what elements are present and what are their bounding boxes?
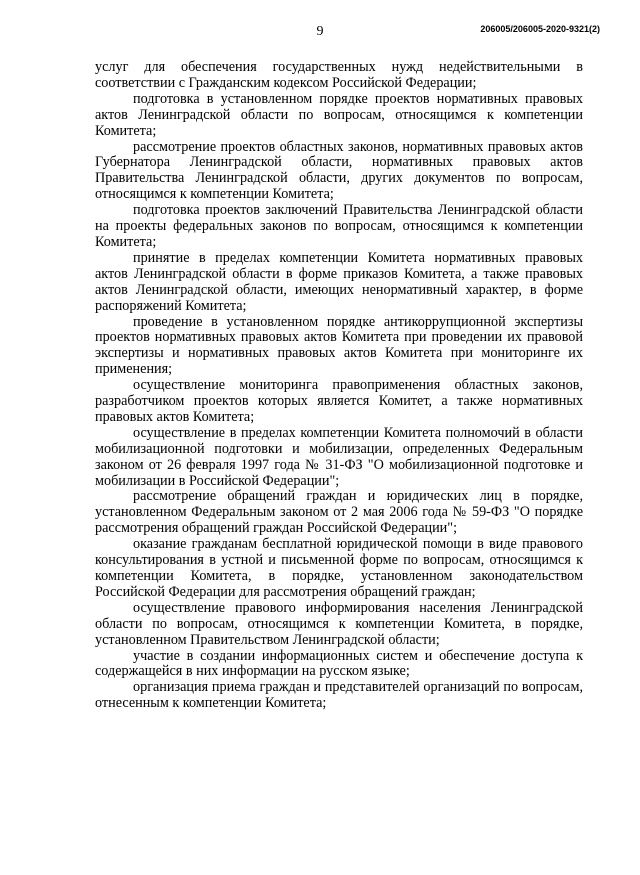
- paragraph: принятие в пределах компетенции Комитета нормативных правовых актов Ленинградской области в форме приказов Комитета, а также правовых актов Ленинградской области, имеющих ненормативный характер, в форме распоряжений Комитета;: [95, 249, 583, 314]
- paragraph: осуществление в пределах компетенции Комитета полномочий в области мобилизационной подготовки и мобилизации, определенных Федеральным законом от 26 февраля 1997 года № 31-ФЗ "О мобилизационной подготовке и мобилизации в Российской Федерации";: [95, 424, 583, 489]
- document-body: [95, 60, 583, 712]
- paragraph: осуществление мониторинга правоприменения областных законов, разработчиком проектов которых является Комитет, а также нормативных правовых актов Комитета;: [95, 377, 583, 425]
- paragraph: подготовка в установленном порядке проектов нормативных правовых актов Ленинградской области по вопросам, относящимся к компетенции Комитета;: [95, 90, 583, 139]
- paragraph: организация приема граждан и представителей организаций по вопросам, отнесенным к компетенции Комитета;: [95, 679, 583, 712]
- paragraph: подготовка проектов заключений Правительства Ленинградской области на проекты федеральных законов по вопросам, относящимся к компетенции Комитета;: [95, 202, 583, 250]
- paragraph: рассмотрение проектов областных законов, нормативных правовых актов Губернатора Ленинградской области, нормативных правовых актов Правительства Ленинградской области, других документов по вопросам, относящимся к компетенции Комитета;: [95, 138, 583, 203]
- page-number: 9: [316, 24, 324, 39]
- paragraph: оказание гражданам бесплатной юридической помощи в виде правового консультирования в устной и письменной форме по вопросам, относящимся к компетенции Комитета, в порядке, установленном законодательством Российской Федерации для рассмотрения обращений граждан;: [95, 536, 583, 600]
- paragraph: рассмотрение обращений граждан и юридических лиц в порядке, установленном Федеральным законом от 2 мая 2006 года № 59-ФЗ "О порядке рассмотрения обращений граждан Российской Федерации";: [95, 488, 583, 537]
- document-code: 206005/206005-2020-9321(2): [480, 24, 600, 34]
- paragraph: участие в создании информационных систем и обеспечение доступа к содержащейся в них информации на русском языке;: [95, 647, 583, 680]
- paragraph: проведение в установленном порядке антикоррупционной экспертизы проектов нормативных правовых актов Комитета при проведении их правовой экспертизы и нормативных правовых актов Комитета при мониторинге их применения;: [95, 313, 583, 378]
- paragraph: осуществление правового информирования населения Ленинградской области по вопросам, относящимся к компетенции Комитета, в порядке, установленном Правительством Ленинградской области;: [95, 599, 583, 648]
- paragraph: услуг для обеспечения государственных нужд недействительными в соответствии с Гражданским кодексом Российской Федерации;: [95, 59, 583, 91]
